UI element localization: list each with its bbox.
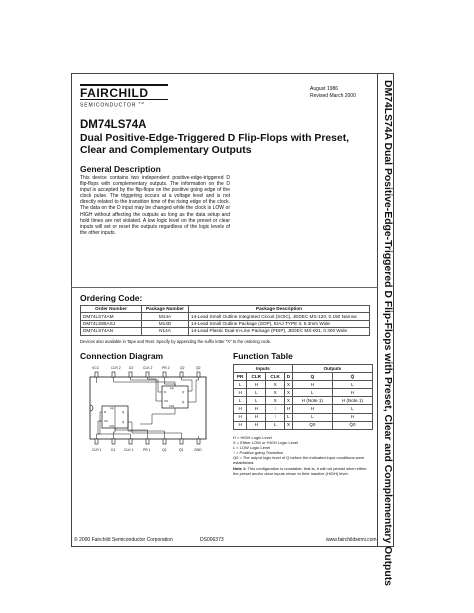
table-cell: H bbox=[247, 413, 266, 421]
section-divider bbox=[71, 287, 378, 288]
table-cell: X bbox=[266, 381, 285, 389]
pin-label: CLR 1 bbox=[92, 448, 102, 452]
table-cell: L bbox=[292, 413, 332, 421]
table-cell: L bbox=[285, 413, 293, 421]
table-cell: H (Note 1) bbox=[292, 397, 332, 405]
ordering-note: Devices also available in Tape and Reel. Specify by appending the suffix letter "X" to the ordering code. bbox=[80, 339, 272, 344]
date-block bbox=[310, 86, 356, 100]
ordering-table bbox=[80, 305, 370, 336]
ordering-col-header: Package Number bbox=[142, 306, 189, 313]
pin-label: CLK 2 bbox=[143, 366, 153, 370]
pin-label: D1 bbox=[111, 448, 116, 452]
table-cell: X bbox=[266, 397, 285, 405]
page-title: Dual Positive-Edge-Triggered D Flip-Flops with Preset, Clear and Complementary Outputs bbox=[80, 133, 350, 156]
table-row bbox=[81, 313, 370, 320]
legend-line: L = LOW Logic Level bbox=[233, 445, 271, 450]
table-cell: L bbox=[234, 381, 247, 389]
pin-label: PR 1 bbox=[143, 448, 151, 452]
table-cell: H bbox=[234, 389, 247, 397]
function-note bbox=[233, 466, 373, 476]
part-number: DM74LS74A bbox=[80, 119, 147, 131]
footer-doc-number: DS006373 bbox=[200, 537, 224, 543]
ff-pin-label: D bbox=[164, 390, 167, 394]
table-cell: H bbox=[247, 381, 266, 389]
ordering-col-header: Package Description bbox=[189, 306, 370, 313]
function-legend bbox=[233, 435, 373, 476]
package-notch bbox=[90, 405, 93, 411]
legend-line: ↑ = Positive-going Transition bbox=[233, 450, 284, 455]
table-cell: L bbox=[247, 397, 266, 405]
function-col-header: Q̄ bbox=[332, 373, 372, 381]
top-pins bbox=[95, 372, 200, 377]
table-cell: L bbox=[234, 397, 247, 405]
footer-url[interactable]: www.fairchildsemi.com bbox=[326, 537, 377, 543]
connection-heading: Connection Diagram bbox=[80, 351, 164, 361]
table-cell: H bbox=[234, 421, 247, 429]
pin-label: Q1 bbox=[162, 448, 167, 452]
table-cell: N14A bbox=[142, 328, 189, 335]
table-cell: H (Note 1) bbox=[332, 397, 372, 405]
table-cell: X bbox=[266, 389, 285, 397]
ff-pin-label: CK bbox=[164, 399, 169, 403]
logo-brand: FAIRCHILD bbox=[80, 86, 149, 100]
table-cell: X bbox=[285, 381, 293, 389]
ordering-col-header: Order Number bbox=[81, 306, 142, 313]
ff-pin-label: CK bbox=[104, 419, 109, 423]
table-cell: ↑ bbox=[266, 413, 285, 421]
table-row bbox=[234, 389, 373, 397]
table-cell: L bbox=[292, 389, 332, 397]
pin-label: Q2 bbox=[180, 366, 185, 370]
table-cell: M14A bbox=[142, 313, 189, 320]
general-description: This device contains two independent positive-edge-triggered D flip-flops with complementary outputs. The information on the D input is accepted by the flip-flops on the positive going edge of the clock pulse. The triggering occurs at a voltage level and is not directly related to the transition time of the rising edge of the clock. The data on the D input may be changed while the clock is LOW or HIGH without affecting the outputs as long as the data setup and hold times are not violated. A low logic level on the preset or clear inputs will set or reset the outputs regardless of the logic levels of the other inputs. bbox=[80, 175, 230, 236]
ff-pin-label: D bbox=[104, 410, 107, 414]
table-cell: H bbox=[234, 405, 247, 413]
ff-pin-label: Q bbox=[122, 410, 125, 414]
function-table bbox=[233, 364, 373, 430]
table-row bbox=[234, 397, 373, 405]
general-heading: General Description bbox=[80, 164, 161, 174]
logo-tm: TM bbox=[138, 101, 145, 105]
table-cell: L bbox=[332, 381, 372, 389]
table-row bbox=[234, 381, 373, 389]
date-revised: Revised March 2000 bbox=[310, 93, 356, 99]
legend-line: Q0 = The output logic level of Q before the indicated input conditions were established. bbox=[233, 455, 365, 465]
function-col-header: CLR bbox=[247, 373, 266, 381]
pin-label: CLK 1 bbox=[124, 448, 134, 452]
ff-pin-label: Q bbox=[182, 390, 185, 394]
function-col-header: PR bbox=[234, 373, 247, 381]
legend-line: X = Either LOW or HIGH Logic Level bbox=[233, 440, 299, 445]
table-row bbox=[81, 320, 370, 327]
table-cell: X bbox=[285, 397, 293, 405]
table-cell: 14-Lead Small Outline Package (SOP), EIAJ TYPE II, 5.3mm Wide bbox=[189, 320, 370, 327]
ff-pin-label: Q̄ bbox=[122, 420, 125, 424]
table-cell: H bbox=[332, 413, 372, 421]
table-cell: Q0 bbox=[292, 421, 332, 429]
table-cell: 14-Lead Plastic Dual-In-Line Package (PDIP), JEDEC MS-001, 0.300 Wide bbox=[189, 328, 370, 335]
function-col-header: CLK bbox=[266, 373, 285, 381]
ff-pin-label: PR bbox=[110, 407, 114, 411]
pin-label: Q̄2 bbox=[196, 366, 201, 370]
table-row bbox=[81, 328, 370, 335]
date-original: August 1986 bbox=[310, 86, 339, 92]
function-col-header: D bbox=[285, 373, 293, 381]
table-cell: M14D bbox=[142, 320, 189, 327]
table-cell: H bbox=[292, 405, 332, 413]
logo-sub bbox=[80, 99, 168, 110]
table-cell: H bbox=[247, 405, 266, 413]
pin-label-gnd: GND bbox=[194, 448, 202, 452]
table-cell: X bbox=[285, 389, 293, 397]
pin-label: Q̄1 bbox=[179, 448, 184, 452]
table-cell: Q̄0 bbox=[332, 421, 372, 429]
note-text: This configuration is nonstable; that is, it will not persist when either the preset and/or clear inputs return to their inactive (HIGH) level. bbox=[233, 466, 367, 476]
table-cell: DM74LS85ASJ bbox=[81, 320, 142, 327]
table-cell: H bbox=[234, 413, 247, 421]
table-cell: H bbox=[332, 389, 372, 397]
side-title: DM74LS74A Dual Positive-Edge-Triggered D Flip-Flops with Preset, Clear and Complementary Outputs bbox=[382, 80, 393, 586]
footer-copyright: © 2000 Fairchild Semiconductor Corporation bbox=[74, 537, 173, 543]
ordering-heading: Ordering Code: bbox=[80, 293, 143, 303]
table-row bbox=[234, 413, 373, 421]
table-cell: H bbox=[285, 405, 293, 413]
table-cell: L bbox=[266, 421, 285, 429]
pin-label-vcc: VCC bbox=[92, 366, 100, 370]
fairchild-logo bbox=[80, 84, 168, 110]
table-row bbox=[234, 421, 373, 429]
table-cell: 14-Lead Small Outline Integrated Circuit (SOIC), JEDEC MS-120, 0.150 Narrow bbox=[189, 313, 370, 320]
ff-pin-label: CLR bbox=[169, 405, 175, 408]
table-row bbox=[234, 405, 373, 413]
table-cell: L bbox=[247, 389, 266, 397]
table-cell: L bbox=[332, 405, 372, 413]
outputs-group-header: Outputs bbox=[292, 365, 372, 373]
table-cell: H bbox=[292, 381, 332, 389]
legend-line: H = HIGH Logic Level bbox=[233, 435, 272, 440]
bottom-pins bbox=[95, 439, 200, 444]
ff-pin-label: CLR bbox=[109, 425, 115, 428]
pin-label: PR 2 bbox=[162, 366, 170, 370]
table-cell: ↑ bbox=[266, 405, 285, 413]
ff-pin-label: Q̄ bbox=[182, 400, 185, 404]
connection-diagram bbox=[80, 364, 220, 459]
pin-label: CLR 2 bbox=[111, 366, 121, 370]
pin-label: D2 bbox=[129, 366, 134, 370]
note-label: Note 1: bbox=[233, 466, 247, 471]
table-cell: H bbox=[247, 421, 266, 429]
ff-pin-label: PR bbox=[170, 387, 174, 391]
table-cell: DM74LS74AM bbox=[81, 313, 142, 320]
inputs-group-header: Inputs bbox=[234, 365, 293, 373]
function-heading: Function Table bbox=[233, 351, 293, 361]
table-cell: X bbox=[285, 421, 293, 429]
table-cell: DM74LS74AN bbox=[81, 328, 142, 335]
logo-sub-text: SEMICONDUCTOR bbox=[80, 102, 137, 109]
function-col-header: Q bbox=[292, 373, 332, 381]
